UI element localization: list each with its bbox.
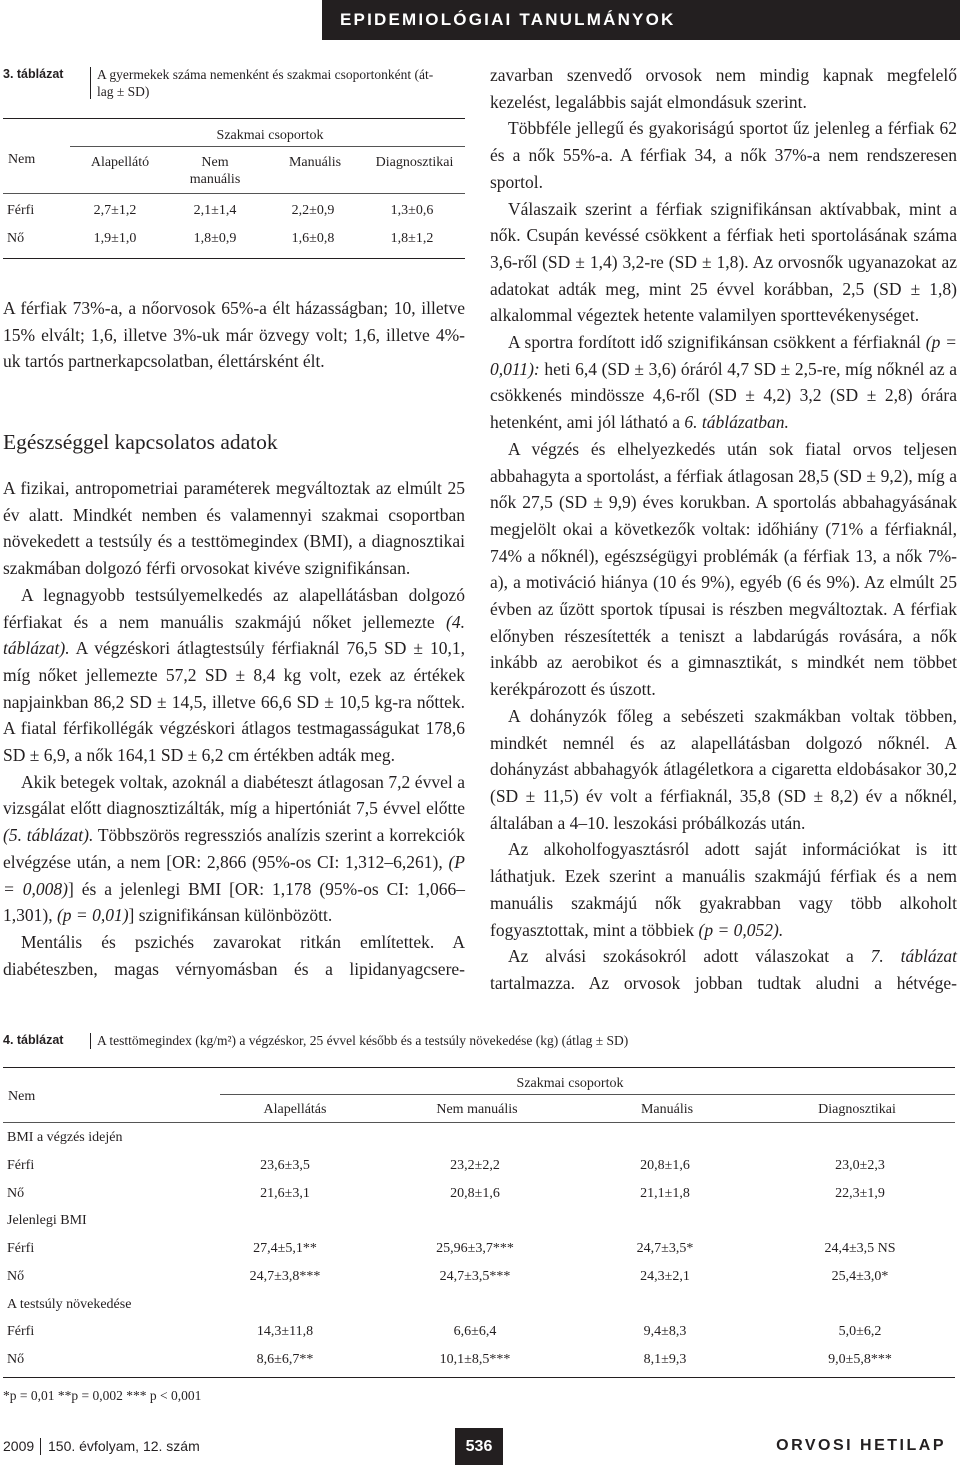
- paragraph: [3, 769, 465, 929]
- table-rule: [3, 1122, 955, 1123]
- table-cell: 20,8±1,6: [450, 1186, 500, 1201]
- p-value: (p = 0,011):: [490, 332, 957, 379]
- table-rule: [220, 1094, 955, 1095]
- table-cell: 25,96±3,7***: [436, 1241, 514, 1256]
- table-reference: 7. táblázat: [870, 946, 957, 967]
- table-cell: 21,1±1,8: [640, 1186, 690, 1201]
- table-3-label: 3. táblázat: [3, 67, 64, 81]
- section-title: EPIDEMIOLÓGIAI TANULMÁNYOK: [340, 10, 676, 29]
- column-header: Nem manuális: [436, 1102, 518, 1117]
- paragraph: zavarban szenvedő orvosok nem mindig kapnak megfelelő kezelést, legalábbis saját elmondásuk szerint.: [490, 65, 957, 112]
- p-value: (p = 0,052).: [698, 919, 784, 940]
- caption-divider: [90, 67, 91, 99]
- text-run: Akik betegek voltak, azoknál a diabéteszt átlagosan 7,2 évvel a vizsgálat előtt diagnosztizálták, míg a hipertóniát 7,5 évvel előtte: [3, 771, 465, 819]
- column-header-line2: manuális: [189, 172, 241, 187]
- text-run: ] szignifikánsan különbözött.: [128, 905, 333, 926]
- paragraph: [490, 329, 957, 436]
- journal-name: ORVOSI HETILAP: [776, 1437, 946, 1454]
- table-cell: 24,3±2,1: [640, 1269, 690, 1284]
- p-value: (P = 0,008): [3, 851, 465, 899]
- section-heading: Egészséggel kapcsolatos adatok: [3, 430, 278, 454]
- text-run: Az alkoholfogyasztásról adott saját információkat is itt láthatjuk. Ezek szerint a manuális szakmájú férfiak és a nem manuális szakmájú nők gyakrabban vagy több alkoholt fogyasztottak, mint a többiek: [490, 839, 957, 940]
- table-cell: 6,6±6,4: [453, 1324, 497, 1339]
- column-header: Alapellátó: [90, 155, 150, 170]
- table-footnote: *p = 0,01 **p = 0,002 *** p < 0,001: [3, 1388, 202, 1403]
- row-label: Férfi: [7, 1158, 35, 1173]
- page-number: 536: [455, 1428, 503, 1465]
- row-label: Férfi: [7, 1324, 35, 1339]
- left-text-top: [3, 295, 465, 375]
- p-value: (p = 0,01): [56, 905, 129, 926]
- table-reference: 6. táblázatban.: [684, 412, 789, 433]
- column-header: Nem: [201, 155, 229, 170]
- footer-year: 2009: [3, 1438, 35, 1454]
- table-rule: [70, 146, 465, 147]
- group-header: Szakmai csoportok: [216, 128, 324, 143]
- table-3-caption-line1: A gyermekek száma nemenként és szakmai csoportonként (át-: [97, 67, 434, 82]
- table-cell: 2,1±1,4: [193, 203, 237, 218]
- paragraph: A fizikai, antropometriai paraméterek megváltoztak az elmúlt 25 év alatt. Mindkét nemben és valamennyi szakmai csoportban növekedett a testsúly és a testtömegindex (BMI), a diagnosztikai szakmában dolgozó férfi orvosokat kivéve szignifikánsan.: [3, 478, 465, 579]
- table-cell: 1,9±1,0: [93, 231, 137, 246]
- table-cell: 20,8±1,6: [640, 1158, 690, 1173]
- text-run: A legnagyobb testsúlyemelkedés az alapellátásban dolgozó férfiakat és a nem manuális szakmájú nőket jellemezte: [3, 584, 465, 632]
- table-cell: 24,7±3,5***: [439, 1269, 511, 1284]
- paragraph: A végzés és elhelyezkedés után sok fiatal orvos teljesen abbahagyta a sportolást, a férfiak átlagosan 28,5 (SD ± 9,2), míg a nők 27,5 (SD ± 9,9) éves korukban. A sportolás abbahagyásának megjelölt okai a következők voltak: időhiány (71% a férfiaknál, 74% a nőknél), egészségügyi problémák (a férfiak 13, a nők 7%-a), a motiváció hiánya (10 és 9%), egyéb (6 és 9%). Az elmúlt 25 évben az űzött sportok típusai is részben megváltoztak. A férfiak előnyben részesítették a teniszt a labdarúgás rovására, a nők inkább az aerobikot és a gimnasztikát, s mindkét nem többet kerékpározott és úszott.: [490, 438, 957, 700]
- column-header: Diagnosztikai: [375, 155, 454, 170]
- text-run: heti 6,4 (SD ± 3,6) óráról 4,7 SD ± 2,5-re, míg nőknél az a csökkenés mindössze 4,6-ről (SD ± 4,2) 3,2 (SD ± 2,8) órára hetenként, ami jól látható a: [490, 358, 957, 433]
- column-header: Diagnosztikai: [818, 1102, 896, 1117]
- row-label: Nő: [7, 1352, 25, 1367]
- column-header: Manuális: [640, 1102, 694, 1117]
- table-cell: 24,7±3,5*: [636, 1241, 694, 1256]
- paragraph: A dohányzók főleg a sebészeti szakmákban voltak többen, mindkét nemnél és az alapellátásban dolgozó nőknél. A dohányzást abbahagyók átlagéletkora a cigaretta eldobásakor 30,2 (SD ± 11,5) év volt a férfiaknál, 35,8 (SD ± 8,2) év a nőknél, általában a 4–10. leszokási próbálkozás után.: [490, 705, 957, 833]
- footer-divider: [40, 1438, 41, 1455]
- table-cell: 23,2±2,2: [450, 1158, 500, 1173]
- table-3-caption-line2: lag ± SD): [97, 84, 150, 99]
- table-reference: (5. táblázat).: [3, 825, 94, 846]
- table-rule: [3, 193, 465, 194]
- paragraph: [3, 582, 465, 769]
- table-4-label: 4. táblázat: [3, 1033, 64, 1047]
- column-header: Alapellátás: [263, 1102, 327, 1117]
- table-cell: 10,1±8,5***: [439, 1352, 511, 1367]
- right-text: [490, 62, 957, 997]
- section-title: BMI a végzés idején: [7, 1130, 123, 1145]
- table-cell: 9,4±8,3: [643, 1324, 687, 1339]
- paragraph: Válaszaik szerint a férfiak szignifikánsan aktívabbak, mint a nők. Csupán kevéssé csökkent a férfiak heti sportolásának száma 3,6-ről (SD ± 1,4) 3,2-re (SD ± 1,8). Az orvosnők ugyanazokat az adatokat adták meg, mint 25 évvel korábban, 2,5 (SD ± 1,8) alkalommal végeztek hetente valamilyen sporttevékenységet.: [490, 198, 957, 326]
- table-cell: 27,4±5,1**: [253, 1241, 317, 1256]
- table-cell: 8,6±6,7**: [256, 1352, 314, 1367]
- paragraph: [490, 836, 957, 943]
- paragraph: [490, 943, 957, 996]
- caption-divider: [90, 1033, 91, 1049]
- row-header: Nem: [8, 1089, 36, 1104]
- table-cell: 22,3±1,9: [835, 1186, 885, 1201]
- table-cell: 9,0±5,8***: [828, 1352, 892, 1367]
- row-header: Nem: [8, 152, 36, 167]
- table-cell: 24,4±3,5 NS: [824, 1241, 896, 1256]
- paragraph: A férfiak 73%-a, a nőorvosok 65%-a élt házasságban; 10, illetve 15% elvált; 1,6, illetve 3%-uk már özvegy volt; 1,6, illetve 4%-uk tartós partnerkapcsolatban, élettársként élt.: [3, 298, 465, 372]
- table-cell: 14,3±11,8: [256, 1324, 314, 1339]
- table-cell: 23,6±3,5: [260, 1158, 310, 1173]
- row-label: Nő: [7, 1186, 25, 1201]
- group-header: Szakmai csoportok: [516, 1076, 624, 1091]
- row-label: Nő: [7, 1269, 25, 1284]
- table-cell: 1,3±0,6: [390, 203, 434, 218]
- table-rule: [3, 258, 465, 259]
- section-title: A testsúly növekedése: [7, 1297, 132, 1312]
- left-text-main: [3, 475, 465, 982]
- table-cell: 25,4±3,0*: [831, 1269, 889, 1284]
- text-run: tartalmazza. Az orvosok jobban tudtak aludni a hétvége-: [490, 972, 957, 993]
- row-label: Férfi: [7, 1241, 35, 1256]
- table-rule: [3, 1067, 955, 1068]
- table-4-caption: A testtömegindex (kg/m²) a végzéskor, 25 évvel később és a testsúly növekedése (kg) (átlag ± SD): [97, 1033, 629, 1048]
- table-cell: 24,7±3,8***: [249, 1269, 321, 1284]
- table-rule: [3, 1377, 955, 1378]
- table-cell: 21,6±3,1: [260, 1186, 310, 1201]
- text-run: Többszörös regressziós analízis szerint a korrekciók elvégzése után, a nem [OR: 2,866 (95%-os CI: 1,312–6,261),: [3, 825, 465, 872]
- table-cell: 8,1±9,3: [643, 1352, 687, 1367]
- table-cell: 5,0±6,2: [838, 1324, 882, 1339]
- section-header-bar: [322, 0, 960, 40]
- section-title: Jelenlegi BMI: [7, 1213, 87, 1228]
- paragraph: Mentális és pszichés zavarokat ritkán említettek. A diabéteszben, magas vérnyomásban és a lipidanyagcsere-: [3, 931, 465, 979]
- text-run: Az alvási szokásokról adott válaszokat a: [508, 946, 871, 967]
- text-run: A sportra fordított idő szignifikánsan csökkent a férfiaknál: [508, 332, 926, 353]
- text-run: A végzéskori átlagtestsúly férfiaknál 76,5 SD ± 10,1, míg nőket jellemezte 57,2 SD ± 8,4 kg volt, ezek az értékek napjainkban 86,2 SD ± 14,5, illetve 66,6 SD ± 10,5 kg-ra nőttek. A fiatal férfikollégák végzéskori átlagos testmagasságukat 178,6 SD ± 6,9, a nők 164,1 SD ± 6,2 cm értékben adták meg.: [3, 638, 465, 766]
- paragraph: Többféle jellegű és gyakoriságú sportot űz jelenleg a férfiak 62 és a nők 55%-a. A férfiak 34, a nők 37%-a nem rendszeresen sportol.: [490, 118, 957, 192]
- table-reference: (4. táblázat).: [3, 611, 465, 659]
- table-cell: 1,8±1,2: [390, 231, 434, 246]
- table-cell: 2,2±0,9: [291, 203, 335, 218]
- table-cell: 1,6±0,8: [291, 231, 335, 246]
- column-header: Manuális: [288, 155, 342, 170]
- table-rule: [3, 118, 465, 119]
- row-label: Férfi: [7, 203, 35, 218]
- row-label: Nő: [7, 231, 25, 246]
- footer-volume: 150. évfolyam, 12. szám: [48, 1438, 200, 1454]
- table-cell: 2,7±1,2: [93, 203, 137, 218]
- table-cell: 1,8±0,9: [193, 231, 237, 246]
- table-cell: 23,0±2,3: [835, 1158, 885, 1173]
- text-run: ] és a jelenlegi BMI [OR: 1,178 (95%-os CI: 1,066–1,301),: [3, 878, 466, 926]
